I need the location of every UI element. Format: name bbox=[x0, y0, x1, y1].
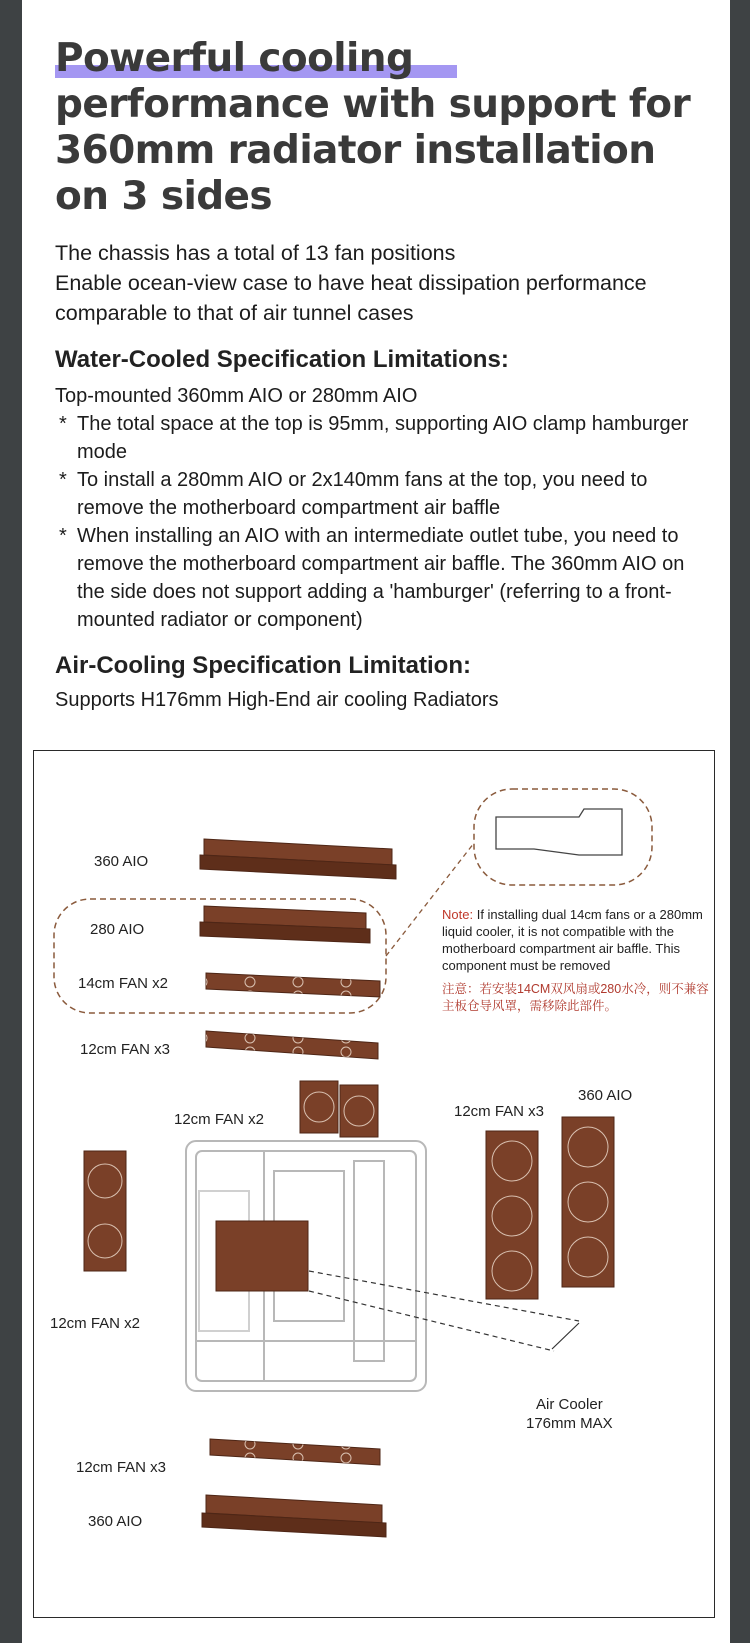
note-text: If installing dual 14cm fans or a 280mm liquid cooler, it is not compatible with the motherboard compartment air baffle. This component must be removed bbox=[442, 907, 703, 973]
water-cooled-heading: Water-Cooled Specification Limitations: bbox=[55, 346, 509, 373]
label-bottom-360-aio: 360 AIO bbox=[88, 1513, 143, 1530]
air-cooling-line: Supports H176mm High-End air cooling Radiators bbox=[55, 689, 499, 711]
label-top-14cm-fan: 14cm FAN x2 bbox=[78, 975, 169, 992]
side-360-aio-graphic bbox=[562, 1117, 614, 1287]
title-block bbox=[55, 36, 695, 220]
top-280-aio-graphic bbox=[200, 906, 370, 943]
diagram-artwork bbox=[34, 751, 714, 1617]
label-bottom-12cm-fan: 12cm FAN x3 bbox=[76, 1459, 167, 1476]
label-side-12cm-fan: 12cm FAN x3 bbox=[454, 1103, 545, 1120]
bullet-star: * bbox=[59, 413, 67, 435]
bullet-text: To install a 280mm AIO or 2x140mm fans at the top, you need to remove the motherboard compartment air baffle bbox=[77, 469, 648, 519]
intro-line: The chassis has a total of 13 fan positions bbox=[55, 241, 456, 265]
label-top-12cm-fan: 12cm FAN x3 bbox=[80, 1041, 171, 1058]
label-side-360-aio: 360 AIO bbox=[578, 1087, 633, 1104]
left-border-bar bbox=[0, 0, 22, 1643]
label-front-12cm-fan: 12cm FAN x2 bbox=[50, 1315, 141, 1332]
side-12cm-fan-graphic bbox=[486, 1131, 538, 1299]
label-air-cooler-max: 176mm MAX bbox=[526, 1415, 613, 1432]
bottom-12cm-fan-graphic bbox=[210, 1439, 380, 1465]
intro-text bbox=[55, 238, 715, 328]
bullet-text: When installing an AIO with an intermediate outlet tube, you need to remove the motherboard compartment air baffle. The 360mm AIO on the side does not support adding a 'hamburger' (referring to a front-mounted radiator or component) bbox=[77, 525, 685, 631]
top-14cm-fan-graphic bbox=[206, 973, 380, 997]
bullet-star: * bbox=[59, 525, 67, 547]
label-rear-12cm-fan: 12cm FAN x2 bbox=[174, 1111, 265, 1128]
top-360-aio-graphic bbox=[200, 839, 396, 879]
compatibility-diagram bbox=[33, 750, 715, 1618]
spec-bullet bbox=[59, 466, 715, 522]
bullet-text: The total space at the top is 95mm, supporting AIO clamp hamburger mode bbox=[77, 413, 689, 463]
bullet-star: * bbox=[59, 469, 67, 491]
air-cooler-graphic bbox=[216, 1221, 308, 1291]
baffle-note-chinese: 注意：若安装14CM双风扇或280水冷，则不兼容主板仓导风罩，需移除此部件。 bbox=[442, 982, 709, 1013]
intro-line: comparable to that of air tunnel cases bbox=[55, 301, 414, 325]
rear-fan-graphic bbox=[300, 1081, 378, 1137]
top-12cm-fan-graphic bbox=[206, 1031, 378, 1059]
water-cooled-spec bbox=[55, 382, 715, 634]
label-top-280-aio: 280 AIO bbox=[90, 921, 145, 938]
right-border-bar bbox=[730, 0, 750, 1643]
bottom-360-aio-graphic bbox=[202, 1495, 386, 1537]
page-title: Powerful cooling performance with support for 360mm radiator installation on 3 sides bbox=[55, 36, 691, 219]
spec-bullet bbox=[59, 410, 715, 466]
label-top-360-aio: 360 AIO bbox=[94, 853, 149, 870]
baffle-note bbox=[442, 906, 712, 974]
label-air-cooler: Air Cooler bbox=[536, 1396, 603, 1413]
air-cooling-heading: Air-Cooling Specification Limitation: bbox=[55, 652, 471, 679]
air-baffle-graphic bbox=[496, 809, 622, 855]
water-cooled-line: Top-mounted 360mm AIO or 280mm AIO bbox=[55, 385, 418, 407]
front-fan-graphic bbox=[84, 1151, 126, 1271]
spec-bullet bbox=[59, 522, 715, 634]
intro-line: Enable ocean-view case to have heat dissipation performance bbox=[55, 271, 647, 295]
note-label: Note: bbox=[442, 907, 474, 922]
